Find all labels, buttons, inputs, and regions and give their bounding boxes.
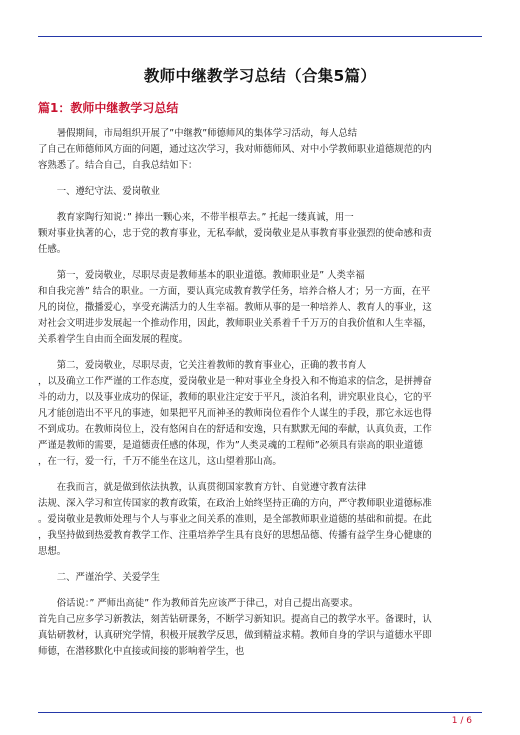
paragraph-saying: 俗话说：” 严师出高徒” 作为教师首先应该严于律己，对自己提出高要求。 首先自己应多学习新教法，刻苦钻研课务，不断学习新知识。提高自己的教学水平。备课时，认 真钻研教材，认真研究学情，积极开展教学反思，做到精益求精。教师自身的学识与道德水平即 师德，在潜移默化中直接或间接的影响着学生，也 (38, 598, 432, 657)
heading-2: 二、严谨治学、关爱学生 (38, 572, 160, 583)
footer-rule (38, 712, 482, 713)
heading-1: 一、遵纪守法、爱岗敬业 (38, 186, 160, 197)
document-title: 教师中继教学习总结（合集5篇） (143, 67, 377, 85)
paragraph-first: 第一，爱岗敬业，尽职尽责是教师基本的职业道德。教师职业是” 人类幸福 和自我完善” 结合的职业。一方面，要认真完成教育教学任务，培养合格人才；另一方面，在平 凡的岗位，撒播爱心，享受充满活力的人生幸福。教师从事的是一种培养人、教育人的事业，这 对社会文明进步发展起一个推动作用，因此，教师职业关系着千千万万的自我价值和人生幸福， 关系着学生自由而全面发展的程度。 (38, 270, 432, 345)
paragraph-second: 第二，爱岗敬业，尽职尽责，它关注着教师的教育事业心，正确的教书育人 ，以及确立工作严谨的工作态度，爱岗敬业是一种对事业全身投入和不悔追求的信念，是拼搏奋 斗的动力，以及事业成功的保证，教师的职业注定安于平凡，淡泊名利，讲究职业良心，它的平 凡才能创造出不平凡的事迹，如果把平凡而神圣的教师岗位看作个人谋生的手段，那它永远也得 不到成功。在教师岗位上，没有悠闲自在的舒适和安逸，只有默默无闻的奉献，认真负责，工作 严谨是教师的需要，是道德责任感的体现，作为”人类灵魂的工程师”必须具有崇高的职业道德 ，在一行，爱一行，千万不能坐在这儿，这山望着那山高。 (38, 360, 432, 467)
paragraph-personal: 在我而言，就是做到依法执教，认真贯彻国家教育方针、自觉遵守教育法律 法规、深入学习和宣传国家的教育政策，在政治上始终坚持正确的方向，严守教师职业道德标准 。爱岗敬业是教师处理与个人与事业之间关系的准则，是全部教师职业道德的基础和前提。在此 ，我坚持做到热爱教育教学工作、注重培养学生具有良好的思想品德、传播有益学生身心健康的 思想。 (38, 482, 432, 557)
header-rule (38, 36, 482, 37)
document-body (38, 126, 486, 670)
paragraph-intro: 暑假期间，市局组织开展了”中继教”师德师风的集体学习活动，每人总结 了自己在师德师风方面的问题，通过这次学习，我对师德师风、对中小学教师职业道德规范的内 容熟悉了。结合自己，自我总结如下： (38, 128, 432, 171)
page-indicator: 1 / 6 (451, 716, 472, 726)
section-title: 篇1：教师中继教学习总结 (38, 101, 179, 115)
paragraph-quote: 教育家陶行知说：” 捧出一颗心来，不带半根草去。” 托起一缕真诚，用一 颗对事业执著的心，忠于党的教育事业，无私奉献，爱岗敬业是从事教育事业强烈的使命感和责 任感。 (38, 212, 432, 255)
